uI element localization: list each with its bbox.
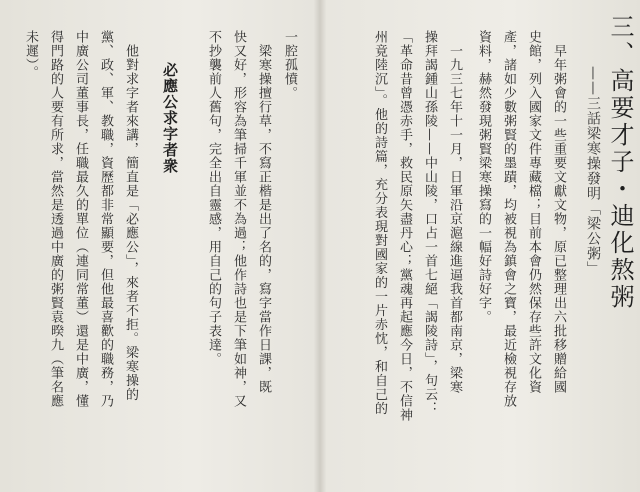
paragraph-line: 快又好，形容為筆掃千軍並不為過；他作詩也是下筆如神，又 — [231, 30, 246, 408]
paragraph-line: 得門路的人要有所求，當然是透過中廣的粥賢袁暌九（筆名應 — [48, 30, 63, 408]
paragraph-line: 州竟陸沉」。他的詩篇，充分表現對國家的一片赤忱，和自己的 — [372, 30, 387, 416]
paragraph-line: 史館，列入國家文件專藏檔；目前本會仍然保存些許文化資 — [526, 30, 541, 394]
paragraph-line: 他對求字者來講，簡直是「必應公」，來者不拒。梁寒操的 — [123, 44, 138, 402]
paragraph-line: 中廣公司董事長，任職最久的單位（連同常董）還是中廣，懂 — [73, 30, 88, 408]
paragraph-line: 一九三七年十一月，日軍沿京滬線進逼我首都南京，梁寒 — [447, 44, 462, 394]
paragraph-line: 操拜謁鍾山孫陵——中山陵，口占一首七絕「謁陵詩」，句云： — [422, 30, 437, 416]
paragraph-line: 未遲）。 — [23, 30, 38, 80]
paragraph-line: 早年粥會的一些重要文獻文物，原已整理出六批移贈給國 — [551, 44, 566, 394]
section-heading: 必應公求字者衆 — [161, 62, 179, 174]
paragraph-line: 產，諸如少數粥賢的墨蹟，均被視為鎮會之寶，最近檢視存放 — [501, 30, 516, 408]
right-page — [322, 0, 640, 492]
paragraph-line: 梁寒操擅行草，不寫正楷是出了名的，寫字當作日課，既 — [256, 44, 271, 394]
chapter-subtitle: ——三話梁寒操發明「梁公粥」 — [585, 66, 601, 276]
paragraph-line: 不抄襲前人舊句，完全出自靈感，用自己的句子表達。 — [206, 30, 221, 366]
paragraph-line: 資料，赫然發現粥賢梁寒操寫的一幅好詩好字。 — [476, 30, 491, 324]
chapter-title: 三、高要才子・迪化熬粥 — [606, 14, 634, 311]
left-page — [0, 0, 318, 492]
paragraph-line: 一腔孤憤。 — [282, 30, 297, 100]
paragraph-line: 黨、政、軍、教職，資歷都非常顯要，但他最喜歡的職務，乃 — [98, 30, 113, 408]
paragraph-line: 「革命昔曾憑赤手，救民原矢盡丹心；黨魂再起應今日，不信神 — [397, 30, 412, 422]
